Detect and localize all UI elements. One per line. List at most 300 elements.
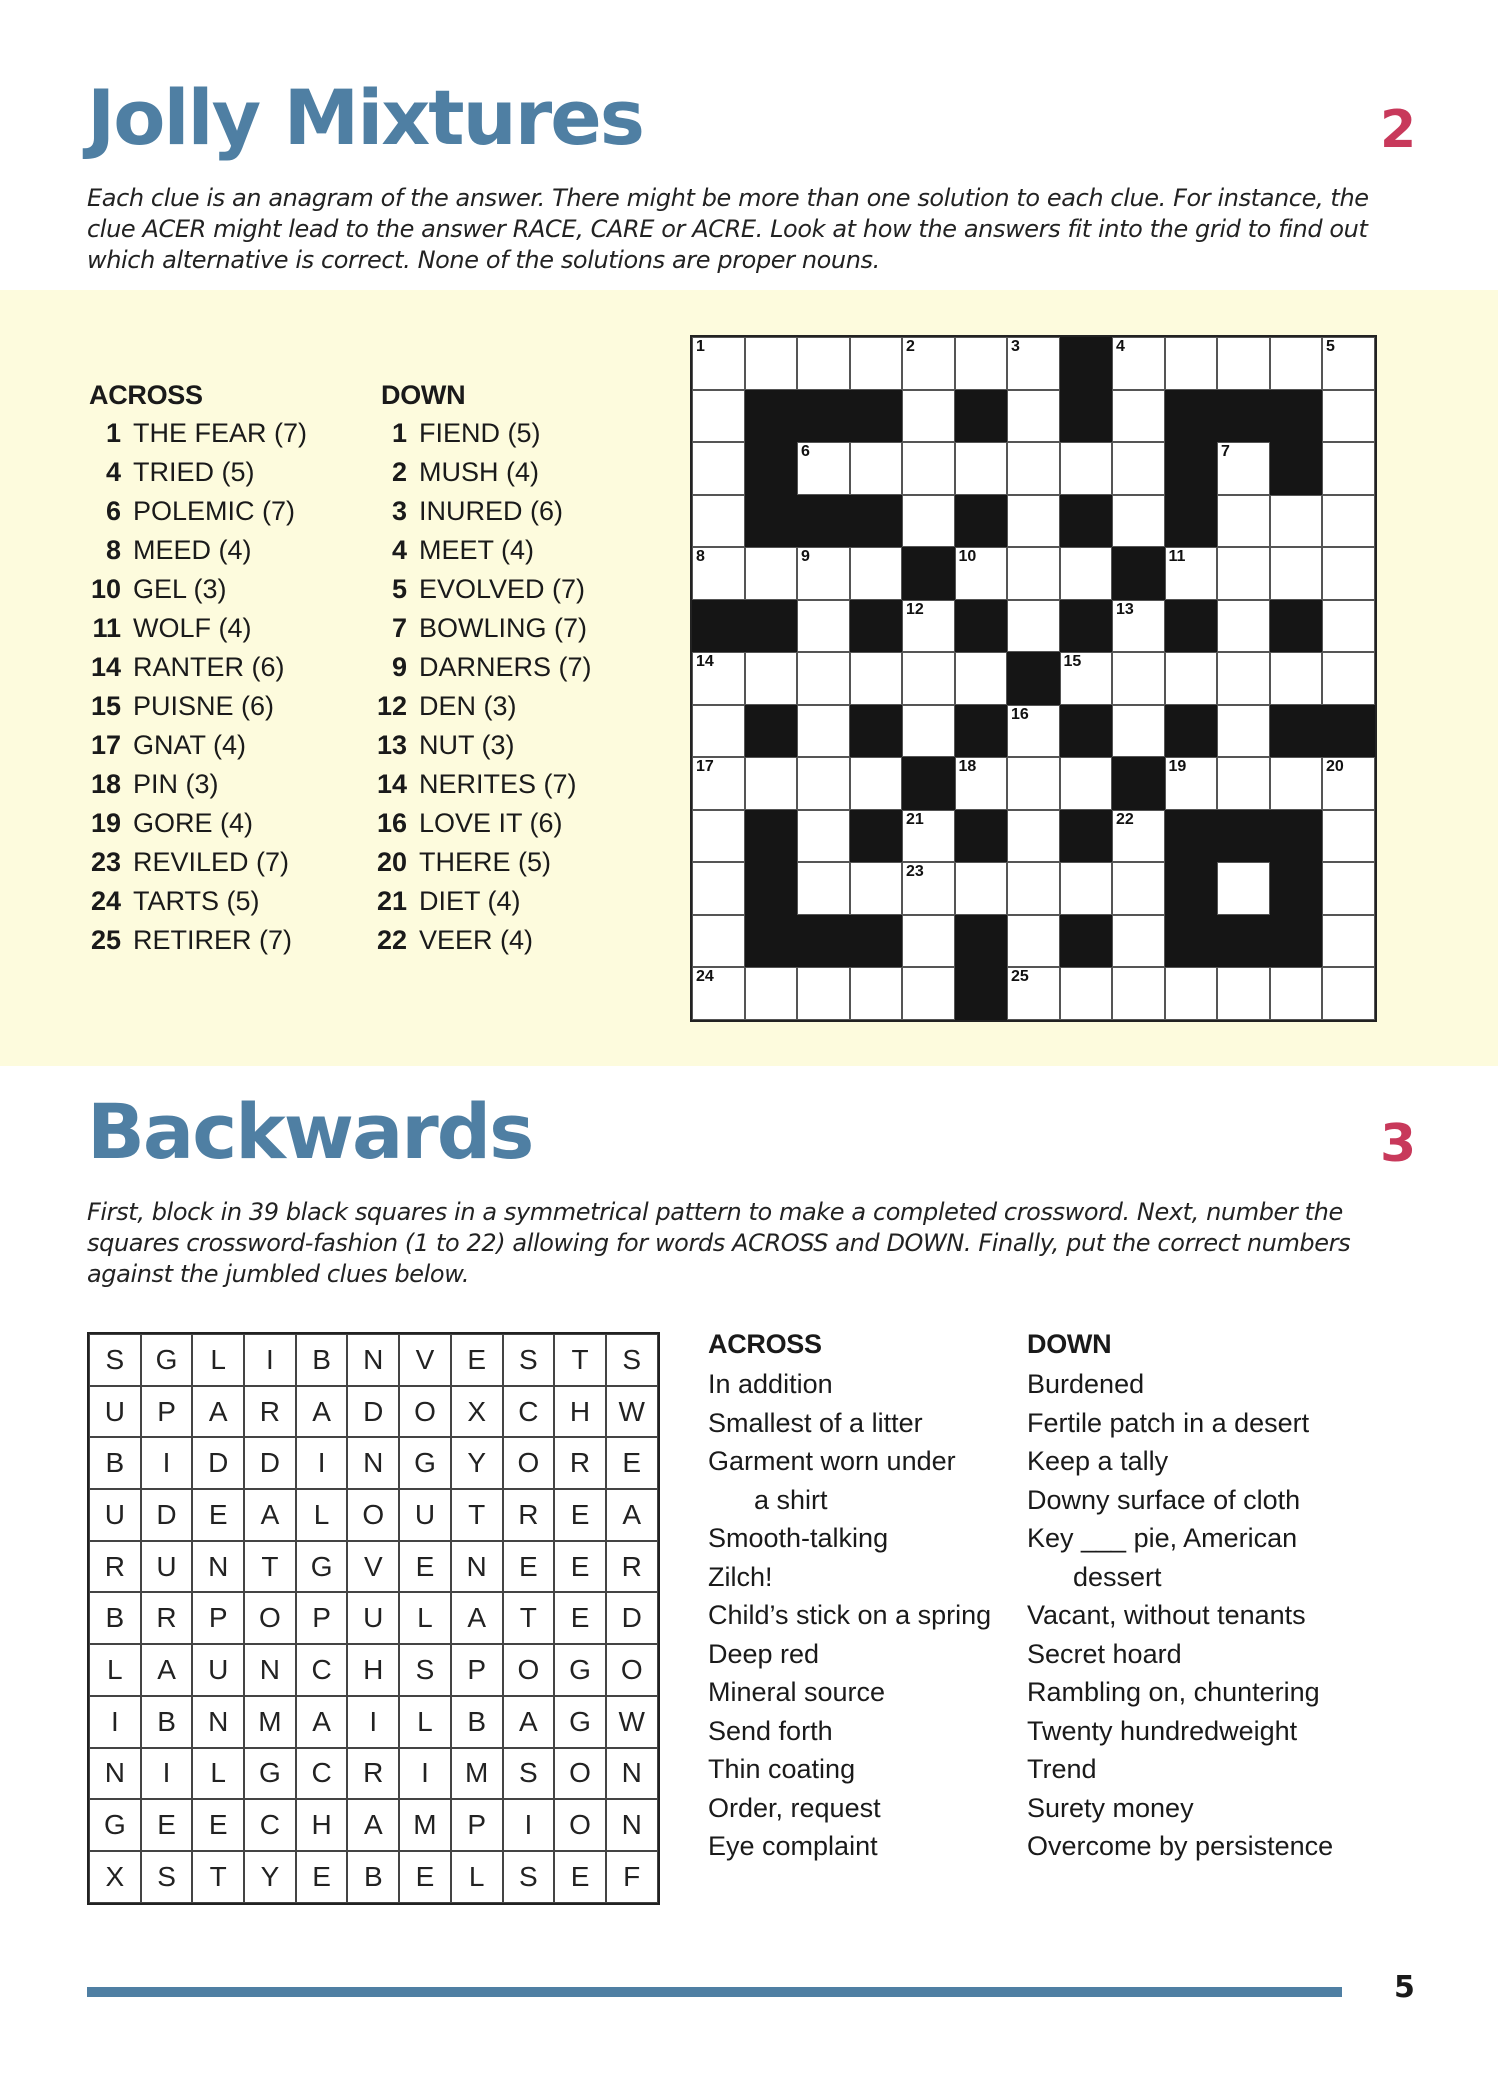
down-clue <box>1027 1596 1333 1635</box>
letter-square: A <box>141 1644 193 1696</box>
letter-square: I <box>244 1334 296 1386</box>
clue-text: Deep red <box>708 1638 820 1669</box>
letter-square: L <box>296 1489 348 1541</box>
clue-number: 14 <box>376 769 407 799</box>
black-square <box>797 495 850 548</box>
letter-square: N <box>347 1437 399 1489</box>
letter-square: H <box>554 1386 606 1438</box>
grid-square <box>1007 810 1060 863</box>
black-square <box>1060 915 1113 968</box>
letter-square: W <box>606 1386 658 1438</box>
black-square <box>1060 337 1113 390</box>
intro-line: Each clue is an anagram of the answer. There might be more than one solution to each clue. For instance, the <box>87 184 1369 212</box>
grid-square <box>955 547 1008 600</box>
black-square <box>1217 810 1270 863</box>
clue-number: 9 <box>391 652 407 682</box>
black-square <box>955 600 1008 653</box>
grid-square <box>745 757 798 810</box>
clue-number: 15 <box>90 691 121 721</box>
down-clue-list <box>1027 1365 1333 1866</box>
clue-text: Smooth-talking <box>708 1523 889 1553</box>
clue-text: TRIED (5) <box>133 457 255 487</box>
letter-square: R <box>554 1437 606 1489</box>
letter-square: B <box>347 1851 399 1903</box>
clue-number-label: 15 <box>1063 653 1082 670</box>
grid-square <box>692 915 745 968</box>
clue-text: Vacant, without tenants <box>1027 1600 1306 1630</box>
grid-square <box>745 652 798 705</box>
letter-square: I <box>347 1696 399 1748</box>
grid-square <box>1007 705 1060 758</box>
black-square <box>1060 390 1113 443</box>
letter-square: O <box>554 1799 606 1851</box>
clue-text: Send forth <box>708 1715 833 1746</box>
clue-text: RETIRER (7) <box>133 925 293 955</box>
letter-square: S <box>399 1644 451 1696</box>
crossword-grid <box>690 335 1377 1022</box>
grid-square <box>1112 495 1165 548</box>
grid-square <box>1322 915 1375 968</box>
down-clue <box>373 726 592 765</box>
letter-square: V <box>347 1541 399 1593</box>
letter-square: L <box>399 1696 451 1748</box>
black-square <box>1165 862 1218 915</box>
letter-square: I <box>141 1748 193 1800</box>
intro-line: which alternative is correct. None of the solutions are proper nouns. <box>87 246 880 274</box>
across-clue <box>708 1712 991 1751</box>
letter-square: I <box>296 1437 348 1489</box>
letter-square: O <box>554 1748 606 1800</box>
clue-number-label: 18 <box>958 758 977 775</box>
clue-number: 14 <box>90 652 121 682</box>
black-square <box>745 915 798 968</box>
grid-square <box>1112 390 1165 443</box>
letter-square: E <box>606 1437 658 1489</box>
clue-number-label: 21 <box>906 810 924 828</box>
puzzle-number: 2 <box>1380 100 1417 160</box>
letter-square: T <box>192 1851 244 1903</box>
letter-square: R <box>89 1541 141 1593</box>
letter-square: I <box>503 1799 555 1851</box>
grid-square <box>1060 967 1113 1020</box>
clue-number: 22 <box>376 925 407 955</box>
clue-text: MUSH (4) <box>419 457 539 487</box>
down-clue <box>1027 1673 1333 1712</box>
black-square <box>745 600 798 653</box>
grid-square <box>1007 862 1060 915</box>
grid-square <box>745 967 798 1020</box>
across-clue <box>708 1750 991 1789</box>
letter-square: N <box>192 1541 244 1593</box>
letter-square: U <box>192 1644 244 1696</box>
down-clue-list <box>373 414 592 960</box>
down-heading: DOWN <box>381 380 466 410</box>
black-square <box>1060 600 1113 653</box>
grid-square <box>1322 652 1375 705</box>
grid-square <box>1217 705 1270 758</box>
clue-number: 18 <box>90 769 121 799</box>
letter-square: T <box>503 1592 555 1644</box>
down-clue <box>373 570 592 609</box>
down-clue <box>1027 1635 1333 1674</box>
black-square <box>1060 810 1113 863</box>
clue-text: INURED (6) <box>419 496 564 526</box>
grid-square <box>1112 652 1165 705</box>
grid-square <box>1322 495 1375 548</box>
letter-grid <box>87 1332 660 1905</box>
grid-square <box>902 915 955 968</box>
clue-text: THERE (5) <box>419 847 552 877</box>
grid-square <box>1112 600 1165 653</box>
letter-square: G <box>554 1696 606 1748</box>
grid-square <box>1322 337 1375 390</box>
across-heading: ACROSS <box>89 380 203 410</box>
black-square <box>745 495 798 548</box>
across-clue-list <box>87 414 307 960</box>
across-clue <box>708 1596 991 1635</box>
letter-square: G <box>296 1541 348 1593</box>
grid-square <box>1112 442 1165 495</box>
letter-square: L <box>399 1592 451 1644</box>
clue-text: Keep a tally <box>1027 1446 1169 1476</box>
black-square <box>955 915 1008 968</box>
clue-text: Trend <box>1027 1754 1097 1784</box>
down-clue <box>1027 1789 1333 1828</box>
grid-square <box>850 757 903 810</box>
down-clue <box>373 921 592 960</box>
letter-square: U <box>347 1592 399 1644</box>
down-clue <box>373 882 592 921</box>
letter-square: U <box>89 1489 141 1541</box>
letter-square: G <box>399 1437 451 1489</box>
grid-square <box>692 337 745 390</box>
clue-number: 25 <box>90 925 121 955</box>
across-heading: ACROSS <box>708 1329 822 1359</box>
puzzle-title: Jolly Mixtures <box>87 73 643 162</box>
black-square <box>1060 495 1113 548</box>
grid-square <box>1322 862 1375 915</box>
grid-square <box>797 810 850 863</box>
clue-text: Order, request <box>708 1792 881 1823</box>
clue-number-label: 14 <box>696 653 714 670</box>
clue-number: 4 <box>105 457 121 487</box>
across-clue <box>708 1404 991 1443</box>
across-clue <box>87 453 307 492</box>
down-clue <box>373 687 592 726</box>
grid-square <box>850 652 903 705</box>
grid-square <box>1217 757 1270 810</box>
letter-square: O <box>606 1644 658 1696</box>
clue-text: LOVE IT (6) <box>419 808 563 838</box>
page-number: 5 <box>1394 1970 1415 2005</box>
grid-square <box>1322 967 1375 1020</box>
clue-number: 17 <box>90 730 121 760</box>
down-clue <box>1027 1404 1333 1443</box>
black-square <box>850 390 903 443</box>
across-clue <box>708 1635 991 1674</box>
grid-square <box>955 862 1008 915</box>
letter-square: L <box>451 1851 503 1903</box>
black-square <box>1270 705 1323 758</box>
clue-number: 23 <box>90 847 121 877</box>
clue-number-label: 5 <box>1326 338 1335 355</box>
grid-square <box>1112 862 1165 915</box>
letter-square: O <box>503 1644 555 1696</box>
grid-square <box>797 862 850 915</box>
down-clue <box>1027 1519 1333 1596</box>
letter-square: A <box>192 1386 244 1438</box>
grid-square <box>850 337 903 390</box>
clue-number-label: 1 <box>696 338 705 355</box>
across-clue <box>87 726 307 765</box>
down-heading: DOWN <box>1027 1329 1112 1359</box>
letter-square: R <box>244 1386 296 1438</box>
black-square <box>1060 705 1113 758</box>
black-square <box>692 600 745 653</box>
across-clue <box>87 492 307 531</box>
grid-square <box>1007 757 1060 810</box>
clue-text: MEET (4) <box>419 535 535 565</box>
clue-number-label: 7 <box>1221 443 1230 460</box>
grid-square <box>850 967 903 1020</box>
grid-square <box>1217 967 1270 1020</box>
grid-square <box>1007 390 1060 443</box>
grid-square <box>797 652 850 705</box>
across-clue <box>87 531 307 570</box>
letter-square: L <box>192 1748 244 1800</box>
letter-square: C <box>296 1644 348 1696</box>
clue-text: Twenty hundredweight <box>1027 1715 1298 1746</box>
grid-square <box>1270 337 1323 390</box>
black-square <box>745 442 798 495</box>
intro-line: against the jumbled clues below. <box>87 1260 470 1288</box>
letter-square: Y <box>244 1851 296 1903</box>
clue-text: BOWLING (7) <box>419 613 588 643</box>
across-clue <box>708 1519 991 1558</box>
down-clue <box>1027 1750 1333 1789</box>
letter-square: E <box>399 1541 451 1593</box>
clue-number: 7 <box>391 613 407 643</box>
grid-square <box>1007 442 1060 495</box>
letter-square: D <box>244 1437 296 1489</box>
clue-number-label: 2 <box>906 338 915 355</box>
puzzle-title: Backwards <box>87 1087 533 1176</box>
clue-number: 1 <box>105 418 121 448</box>
clue-number-label: 6 <box>801 443 810 460</box>
black-square <box>1270 862 1323 915</box>
black-square <box>850 915 903 968</box>
down-clue <box>373 492 592 531</box>
grid-square <box>1217 652 1270 705</box>
letter-square: E <box>141 1799 193 1851</box>
letter-square: N <box>606 1799 658 1851</box>
letter-square: A <box>296 1386 348 1438</box>
clue-text: Surety money <box>1027 1792 1194 1823</box>
clue-text: NUT (3) <box>419 730 515 760</box>
grid-square <box>1322 390 1375 443</box>
black-square <box>850 600 903 653</box>
across-clue <box>87 882 307 921</box>
down-clue <box>1027 1712 1333 1751</box>
clue-number-label: 20 <box>1326 758 1344 775</box>
letter-square: D <box>141 1489 193 1541</box>
grid-square <box>1112 967 1165 1020</box>
clue-text: RANTER (6) <box>133 652 285 682</box>
letter-square: A <box>244 1489 296 1541</box>
puzzle-intro <box>87 183 1369 276</box>
letter-square: U <box>399 1489 451 1541</box>
across-clue <box>87 570 307 609</box>
clue-number: 2 <box>391 457 407 487</box>
across-clue <box>87 843 307 882</box>
grid-square <box>955 757 1008 810</box>
grid-square <box>1007 915 1060 968</box>
letter-square: A <box>347 1799 399 1851</box>
clue-number: 20 <box>376 847 407 877</box>
black-square <box>797 915 850 968</box>
grid-square <box>745 547 798 600</box>
grid-square <box>1060 862 1113 915</box>
grid-square <box>955 442 1008 495</box>
black-square <box>745 862 798 915</box>
clue-text: VEER (4) <box>419 925 534 955</box>
black-square <box>955 495 1008 548</box>
black-square <box>1270 442 1323 495</box>
letter-square: T <box>244 1541 296 1593</box>
grid-square <box>1322 547 1375 600</box>
grid-square <box>797 337 850 390</box>
black-square <box>1270 915 1323 968</box>
letter-square: S <box>503 1334 555 1386</box>
clue-text: EVOLVED (7) <box>419 574 586 604</box>
letter-square: E <box>451 1334 503 1386</box>
grid-square <box>692 547 745 600</box>
letter-square: B <box>296 1334 348 1386</box>
grid-square <box>1007 967 1060 1020</box>
grid-square <box>902 652 955 705</box>
clue-text: Rambling on, chuntering <box>1027 1677 1320 1707</box>
black-square <box>797 390 850 443</box>
clue-text: Thin coating <box>708 1754 856 1784</box>
across-clue <box>708 1442 991 1519</box>
letter-square: I <box>89 1696 141 1748</box>
letter-square: E <box>554 1541 606 1593</box>
letter-square: A <box>503 1696 555 1748</box>
grid-square <box>902 495 955 548</box>
letter-square: S <box>141 1851 193 1903</box>
black-square <box>1112 547 1165 600</box>
grid-square <box>1270 547 1323 600</box>
clue-number: 6 <box>105 496 121 526</box>
grid-square <box>692 862 745 915</box>
down-clue <box>1027 1365 1333 1404</box>
across-clue <box>708 1789 991 1828</box>
grid-square <box>1007 337 1060 390</box>
clue-number: 16 <box>376 808 407 838</box>
letter-square: E <box>554 1489 606 1541</box>
clue-number-label: 16 <box>1011 705 1029 723</box>
grid-square <box>850 547 903 600</box>
black-square <box>745 705 798 758</box>
clue-text: NERITES (7) <box>419 769 577 799</box>
grid-square <box>1217 495 1270 548</box>
across-clue <box>708 1365 991 1404</box>
clue-text: Burdened <box>1027 1369 1145 1399</box>
letter-square: W <box>606 1696 658 1748</box>
letter-square: D <box>606 1592 658 1644</box>
clue-number-label: 4 <box>1116 338 1125 355</box>
puzzle-intro <box>87 1197 1350 1290</box>
grid-square <box>1270 757 1323 810</box>
grid-square <box>1217 862 1270 915</box>
grid-square <box>797 967 850 1020</box>
letter-square: A <box>606 1489 658 1541</box>
grid-square <box>692 757 745 810</box>
intro-line: squares crossword-fashion (1 to 22) allowing for words ACROSS and DOWN. Finally, put the correct numbers <box>87 1229 1351 1257</box>
letter-square: M <box>399 1799 451 1851</box>
black-square <box>1217 390 1270 443</box>
letter-square: A <box>451 1592 503 1644</box>
grid-square <box>902 810 955 863</box>
letter-square: G <box>554 1644 606 1696</box>
grid-square <box>1007 547 1060 600</box>
grid-square <box>692 390 745 443</box>
grid-square <box>1007 600 1060 653</box>
black-square <box>1165 390 1218 443</box>
letter-square: N <box>451 1541 503 1593</box>
letter-square: O <box>347 1489 399 1541</box>
clue-text: TARTS (5) <box>133 886 260 916</box>
across-clue-list <box>708 1365 991 1866</box>
letter-square: U <box>141 1541 193 1593</box>
grid-square <box>902 862 955 915</box>
letter-square: H <box>347 1644 399 1696</box>
across-clue <box>87 687 307 726</box>
grid-square <box>692 442 745 495</box>
grid-square <box>1112 337 1165 390</box>
black-square <box>955 390 1008 443</box>
black-square <box>1270 810 1323 863</box>
grid-square <box>1322 810 1375 863</box>
black-square <box>1165 915 1218 968</box>
letter-square: S <box>503 1851 555 1903</box>
letter-square: P <box>296 1592 348 1644</box>
clue-text: dessert <box>1073 1561 1162 1592</box>
clue-text: DEN (3) <box>419 691 517 721</box>
down-clue <box>1027 1827 1333 1866</box>
clue-number-label: 13 <box>1116 600 1134 618</box>
clue-number-label: 24 <box>696 968 714 985</box>
down-clue <box>373 453 592 492</box>
clue-text: Eye complaint <box>708 1831 878 1861</box>
clue-text: Garment worn under <box>708 1446 956 1476</box>
grid-square <box>797 757 850 810</box>
clue-number: 10 <box>90 574 121 604</box>
letter-square: O <box>399 1386 451 1438</box>
across-clue <box>708 1673 991 1712</box>
across-clue <box>87 648 307 687</box>
down-clue <box>373 414 592 453</box>
clue-number-label: 3 <box>1011 338 1020 355</box>
clue-text: Zilch! <box>708 1561 773 1592</box>
letter-square: X <box>89 1851 141 1903</box>
black-square <box>902 547 955 600</box>
black-square <box>1270 600 1323 653</box>
grid-square <box>1112 705 1165 758</box>
letter-square: N <box>192 1696 244 1748</box>
letter-square: N <box>89 1748 141 1800</box>
across-clue <box>708 1827 991 1866</box>
